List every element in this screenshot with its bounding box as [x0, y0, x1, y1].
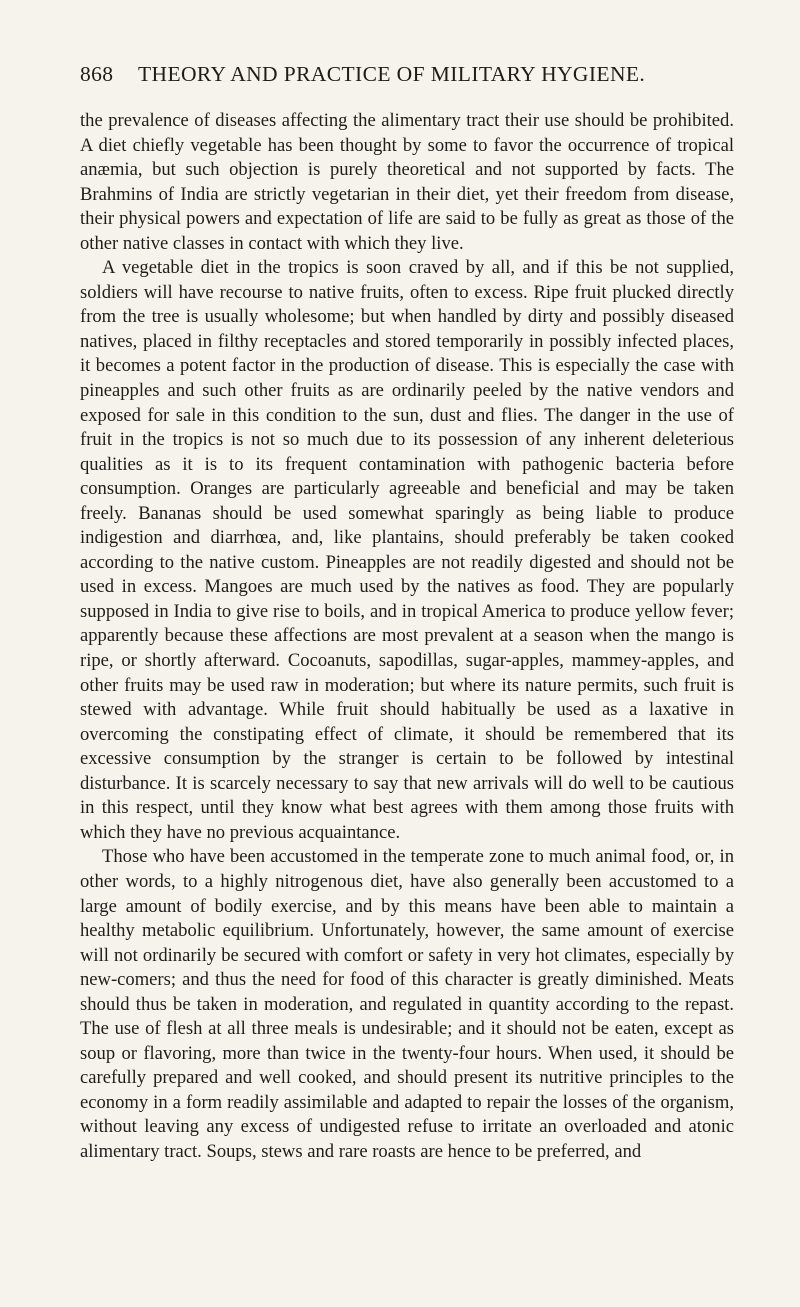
paragraph-continued: the prevalence of diseases affecting the alimentary tract their use should be prohibited. A diet chiefly vegetable has been thought by some to favor the occurrence of tropical anæmia, but such objection is purely theoretical and not supported by facts. The Brahmins of India are strictly vegetarian in their diet, yet their freedom from disease, their physical powers and expectation of life are said to be fully as great as those of the other native classes in contact with which they live.: [80, 110, 734, 254]
page-number: 868: [80, 62, 114, 86]
running-title: THEORY AND PRACTICE OF MILITARY HYGIENE.: [138, 62, 646, 86]
book-page: [80, 62, 734, 1165]
paragraph-animal-food: Those who have been accustomed in the temperate zone to much animal food, or, in other words, to a highly nitrogenous diet, have also generally been accustomed to a large amount of bodily exercise, and by this means have been able to maintain a healthy metabolic equilibrium. Unfortunately, however, the same amount of exercise will not ordinarily be secured with comfort or safety in very hot climates, especially by new-comers; and thus the need for food of this character is greatly diminished. Meats should thus be taken in moderation, and regulated in quantity according to the repast. The use of flesh at all three meals is undesirable; and it should not be eaten, except as soup or flavoring, more than twice in the twenty-four hours. When used, it should be carefully prepared and well cooked, and should present its nutritive principles to the economy in a form readily assimilable and adapted to repair the losses of the organism, without leaving any excess of undigested refuse to irritate an overloaded and atonic alimentary tract. Soups, stews and rare roasts are hence to be preferred, and: [80, 846, 734, 1162]
body-text: [80, 109, 734, 1165]
running-header: [80, 62, 734, 92]
paragraph-vegetable-diet: A vegetable diet in the tropics is soon craved by all, and if this be not supplied, soldiers will have recourse to native fruits, often to excess. Ripe fruit plucked directly from the tree is usually wholesome; but when handled by dirty and possibly diseased natives, placed in filthy receptacles and stored temporarily in possibly infected places, it becomes a potent factor in the production of disease. This is especially the case with pineapples and such other fruits as are ordinarily peeled by the native vendors and exposed for sale in this condition to the sun, dust and flies. The danger in the use of fruit in the tropics is not so much due to its possession of any inherent deleterious qualities as it is to its frequent contamination with pathogenic bacteria before consumption. Oranges are particularly agreeable and beneficial and may be taken freely. Bananas should be used somewhat sparingly as being liable to produce indigestion and diarrhœa, and, like plantains, should preferably be taken cooked according to the native custom. Pineapples are not readily digested and should not be used in excess. Mangoes are much used by the natives as food. They are popularly supposed in India to give rise to boils, and in tropical America to produce yellow fever; apparently because these affections are most prevalent at a season when the mango is ripe, or shortly afterward. Cocoanuts, sapodillas, sugar-apples, mammey-apples, and other fruits may be used raw in moderation; but where its nature permits, such fruit is stewed with advantage. While fruit should habitually be used as a laxative in overcoming the constipating effect of climate, it should be remembered that its excessive consumption by the stranger is certain to be followed by intestinal disturbance. It is scarcely necessary to say that new arrivals will do well to be cautious in this respect, until they know what best agrees with them among those fruits with which they have no previous acquaintance.: [80, 257, 734, 843]
